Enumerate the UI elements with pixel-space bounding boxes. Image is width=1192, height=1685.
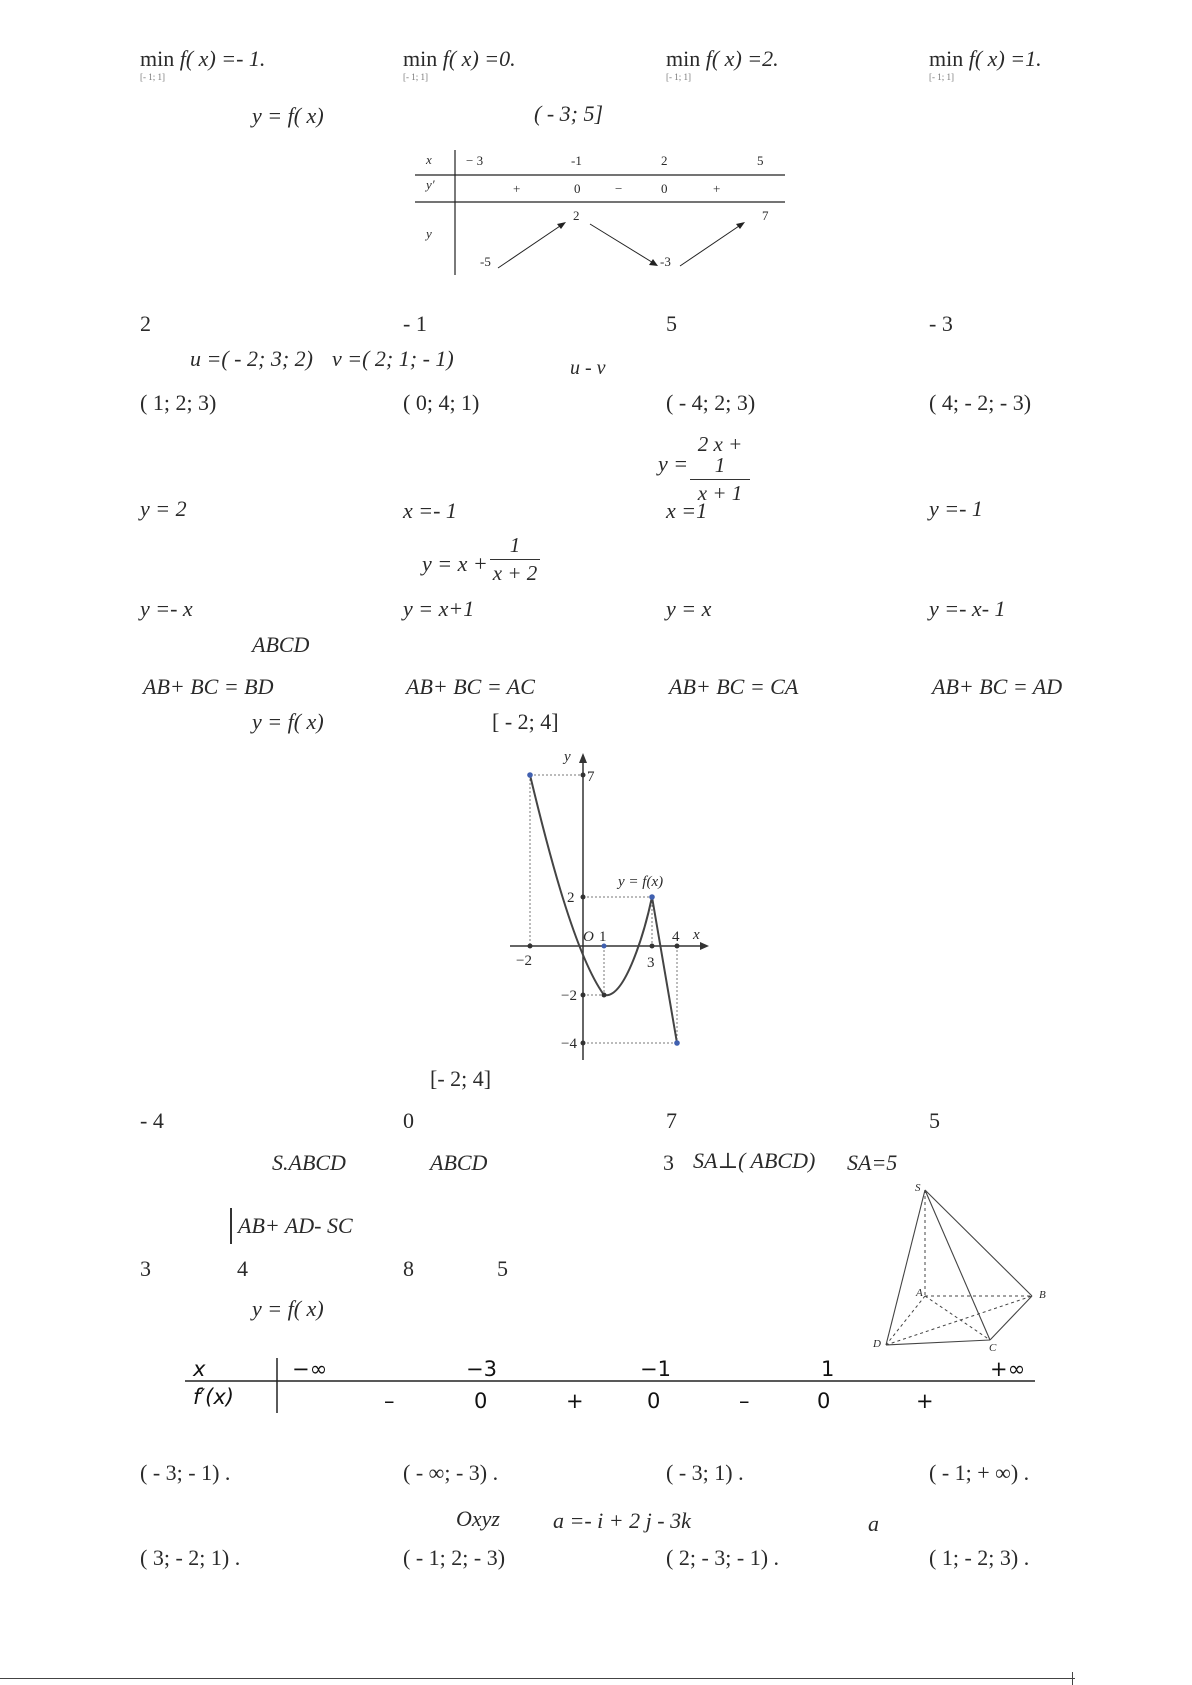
min-subscript: [- 1; 1]	[666, 72, 691, 82]
vector-a-name: a	[868, 1511, 879, 1536]
answer-a[interactable]: y = 2	[140, 496, 187, 521]
sign-x-value: −1	[640, 1357, 671, 1381]
sign-x-label: x	[193, 1357, 206, 1381]
graph-curve-label: y = f(x)	[618, 874, 664, 890]
var-x-value: − 3	[466, 153, 484, 168]
var-x-value: 5	[757, 153, 764, 168]
sign-value: 0	[817, 1389, 831, 1413]
pyramid-perpendicular: SA⊥( ABCD)	[693, 1148, 816, 1173]
answer-b[interactable]: ( 0; 4; 1)	[403, 390, 480, 415]
graph-x-tick: 3	[647, 955, 655, 971]
var-sign: 0	[661, 181, 668, 196]
var-x-value: -1	[571, 153, 582, 168]
pyramid-label-c: C	[989, 1342, 997, 1354]
answer-b[interactable]: AB+ BC = AC	[406, 674, 535, 699]
sign-value: –	[739, 1389, 750, 1413]
graph-y-tick: 7	[587, 769, 595, 785]
q1-interval: ( - 3; 5]	[534, 101, 604, 126]
sign-value: 0	[474, 1389, 488, 1413]
min-word: min	[140, 46, 175, 71]
var-sign: 0	[574, 181, 581, 196]
answer-d[interactable]: - 3	[929, 311, 953, 336]
answer-c[interactable]: y = x	[666, 596, 712, 621]
answer-d[interactable]: ( - 1; + ∞) .	[929, 1460, 1030, 1485]
answer-d[interactable]: y =- x- 1	[929, 596, 1006, 621]
pyramid-base: ABCD	[430, 1150, 488, 1175]
var-sign: +	[513, 181, 521, 196]
graph-y-tick: −4	[561, 1036, 577, 1052]
var-sign: +	[713, 181, 721, 196]
answer-b[interactable]: 4	[237, 1256, 248, 1281]
answer-b[interactable]: x =- 1	[403, 498, 457, 523]
answer-c[interactable]: x =1	[666, 498, 708, 523]
graph-y-tick: 2	[567, 890, 575, 906]
answer-d[interactable]: 5	[497, 1256, 508, 1281]
var-x-label: x	[426, 152, 432, 167]
min-subscript: [- 1; 1]	[140, 72, 165, 82]
sign-x-value: +∞	[990, 1357, 1026, 1381]
sign-value: +	[566, 1389, 584, 1413]
q-graph-function: y = f( x)	[252, 709, 324, 734]
answer-c[interactable]: 7	[666, 1108, 677, 1133]
vector-expression: u - v	[570, 357, 606, 379]
min-body: f( x) =2.	[700, 46, 779, 71]
graph-x-tick: 4	[672, 929, 680, 945]
answer-a[interactable]: AB+ BC = BD	[143, 674, 274, 699]
answer-d[interactable]: ( 4; - 2; - 3)	[929, 390, 1032, 415]
answer-d[interactable]: 5	[929, 1108, 940, 1133]
sign-x-value: 1	[821, 1357, 835, 1381]
answer-c[interactable]: ( - 3; 1) .	[666, 1460, 744, 1485]
answer-c[interactable]: 8	[403, 1256, 414, 1281]
answer-c[interactable]: 5	[666, 311, 677, 336]
min-body: f( x) =- 1.	[174, 46, 266, 71]
fraction-numerator: 1	[509, 533, 521, 557]
min-subscript: [- 1; 1]	[403, 72, 428, 82]
q-table2-function: y = f( x)	[252, 1296, 324, 1321]
coordinate-frame: Oxyz	[456, 1506, 500, 1531]
answer-a[interactable]: 3	[140, 1256, 151, 1281]
sign-x-value: −3	[466, 1357, 497, 1381]
answer-d[interactable]: ( 1; - 2; 3) .	[929, 1545, 1030, 1570]
answer-d[interactable]: y =- 1	[929, 496, 983, 521]
answer-a[interactable]: 2	[140, 311, 151, 336]
graph-x-tick: −2	[516, 953, 532, 969]
sign-value: –	[384, 1389, 395, 1413]
pyramid-label-b: B	[1039, 1289, 1046, 1301]
answer-a[interactable]: ( 1; 2; 3)	[140, 390, 217, 415]
pyramid-side: 3	[663, 1150, 674, 1175]
answer-a[interactable]: ( 3; - 2; 1) .	[140, 1545, 241, 1570]
fraction-lhs: y = x +	[422, 551, 488, 576]
var-y-top: 7	[762, 208, 769, 223]
min-word: min	[666, 46, 701, 71]
answer-d[interactable]: AB+ BC = AD	[932, 674, 1063, 699]
fraction-lhs: y =	[658, 451, 689, 476]
min-subscript: [- 1; 1]	[929, 72, 954, 82]
graph-origin-label: O	[583, 929, 594, 945]
vector-expression: AB+ AD- SC	[238, 1213, 353, 1238]
min-word: min	[929, 46, 964, 71]
sign-x-value: −∞	[292, 1357, 328, 1381]
fraction-denominator: x + 1	[697, 481, 743, 505]
answer-c[interactable]: ( 2; - 3; - 1) .	[666, 1545, 780, 1570]
answer-b[interactable]: - 1	[403, 311, 427, 336]
answer-b[interactable]: 0	[403, 1108, 414, 1133]
sign-value: 0	[647, 1389, 661, 1413]
footer-tick	[1072, 1672, 1073, 1685]
var-y-top: 2	[573, 208, 580, 223]
min-word: min	[403, 46, 438, 71]
answer-c[interactable]: ( - 4; 2; 3)	[666, 390, 756, 415]
answer-a[interactable]: y =- x	[140, 596, 193, 621]
vector-a-definition: a =- i + 2 j - 3k	[553, 1508, 691, 1533]
fraction-numerator: 2 x + 1	[697, 432, 743, 477]
var-y-bottom: -3	[660, 254, 671, 269]
vector-u: u =( - 2; 3; 2)	[190, 346, 313, 371]
fraction-denominator: x + 2	[492, 561, 538, 585]
q1-function: y = f( x)	[252, 103, 324, 128]
var-x-value: 2	[661, 153, 668, 168]
footer-rule	[0, 1678, 1075, 1679]
quadrilateral-name: ABCD	[252, 632, 310, 657]
pyramid-sa: SA=5	[847, 1150, 898, 1175]
vector-v: v =( 2; 1; - 1)	[332, 346, 454, 371]
graph-x-axis-label: x	[693, 927, 700, 943]
answer-a[interactable]: - 4	[140, 1108, 164, 1133]
sign-value: +	[916, 1389, 934, 1413]
graph-x-tick: 1	[599, 929, 607, 945]
var-y-bottom: -5	[480, 254, 491, 269]
min-body: f( x) =0.	[437, 46, 516, 71]
sign-fprime-label: f′(x)	[193, 1385, 234, 1409]
min-body: f( x) =1.	[963, 46, 1042, 71]
q-graph-interval: [ - 2; 4]	[492, 709, 559, 734]
answer-b[interactable]: y = x+1	[403, 596, 475, 621]
answer-c[interactable]: AB+ BC = CA	[669, 674, 799, 699]
answer-a[interactable]: ( - 3; - 1) .	[140, 1460, 231, 1485]
var-sign: −	[615, 181, 623, 196]
graph-y-axis-label: y	[564, 749, 571, 765]
answer-b[interactable]: ( - 1; 2; - 3)	[403, 1545, 506, 1570]
graph-interval: [- 2; 4]	[430, 1066, 492, 1091]
graph-y-tick: −2	[561, 988, 577, 1004]
var-yprime-label: y′	[426, 177, 435, 192]
pyramid-label-s: S	[915, 1182, 921, 1194]
pyramid-label-a: A	[916, 1287, 923, 1299]
pyramid-label-d: D	[873, 1338, 881, 1350]
answer-b[interactable]: ( - ∞; - 3) .	[403, 1460, 499, 1485]
pyramid-name: S.ABCD	[272, 1150, 346, 1175]
var-y-label: y	[426, 226, 432, 241]
